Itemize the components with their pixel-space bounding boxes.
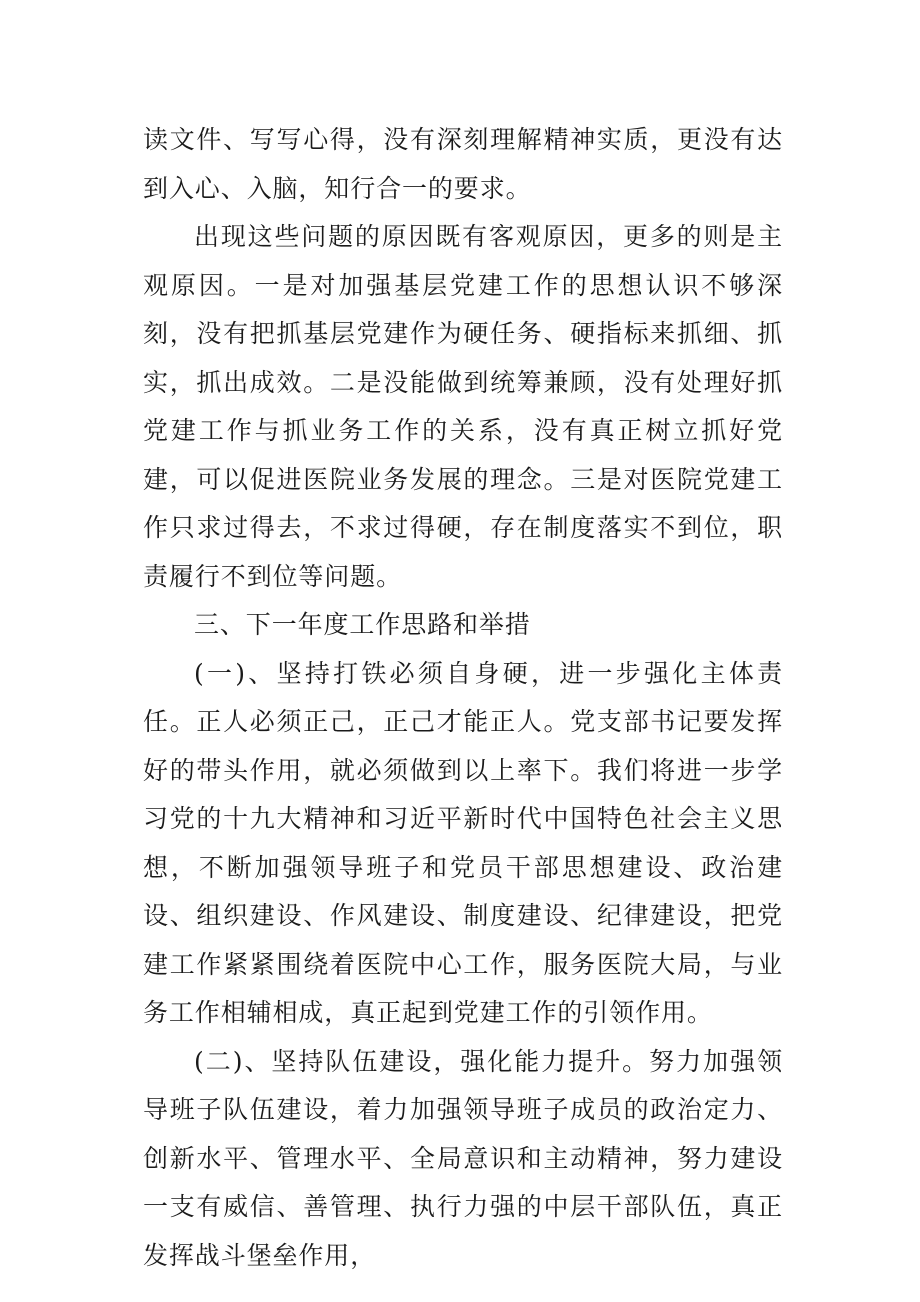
paragraph-problem-causes: 出现这些问题的原因既有客观原因，更多的则是主观原因。一是对加强基层党建工作的思想认识不够深刻，没有把抓基层党建作为硬任务、硬指标来抓细、抓实，抓出成效。二是没能做到统筹兼顾，没有处理好抓党建工作与抓业务工作的关系，没有真正树立抓好党建，可以促进医院业务发展的理念。三是对医院党建工作只求过得去，不求过得硬，存在制度落实不到位，职责履行不到位等问题。 (143, 222, 783, 591)
paragraph-continuation: 读文件、写写心得，没有深刻理解精神实质，更没有达到入心、入脑，知行合一的要求。 (143, 125, 783, 203)
paragraph-point-one: (一)、坚持打铁必须自身硬，进一步强化主体责任。正人必须正己，正己才能正人。党支部书记要发挥好的带头作用，就必须做到以上率下。我们将进一步学习党的十九大精神和习近平新时代中国特色社会主义思想，不断加强领导班子和党员干部思想建设、政治建设、组织建设、作风建设、制度建设、纪律建设，把党建工作紧紧围绕着医院中心工作，服务医院大局，与业务工作相辅相成，真正起到党建工作的引领作用。 (143, 658, 783, 1027)
paragraph-point-two: (二)、坚持队伍建设，强化能力提升。努力加强领导班子队伍建设，着力加强领导班子成员的政治定力、创新水平、管理水平、全局意识和主动精神，努力建设一支有威信、善管理、执行力强的中层干部队伍，真正发挥战斗堡垒作用， (143, 1046, 783, 1270)
section-heading-next-year-plan: 三、下一年度工作思路和举措 (194, 610, 531, 639)
document-body (143, 116, 783, 1280)
